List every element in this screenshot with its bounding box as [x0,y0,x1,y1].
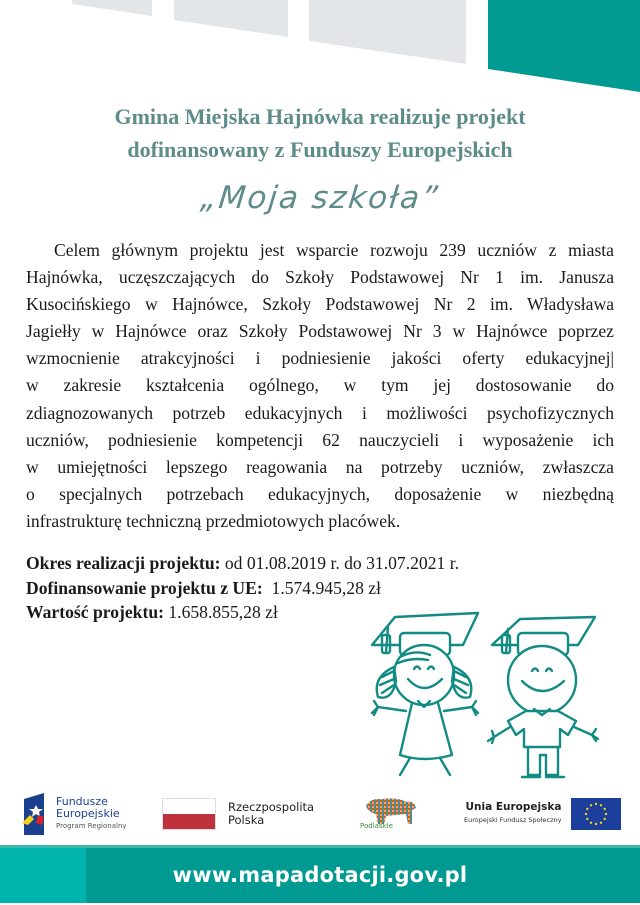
description-line: Kusocińskiego w Hajnówce, Szkoły Podstawowej Nr 2 im. Władysława [26,294,614,315]
project-description [26,237,614,535]
rp-line-1: Rzeczpospolita [228,800,315,814]
period-row [26,551,459,576]
description-line: wzmocnienie atrakcyjności i podniesienie jakości oferty edukacyjnej| [26,348,614,369]
funding-label: Dofinansowanie projektu z UE: [26,577,263,598]
funding-value: 1.574.945,28 zł [262,577,381,598]
fe-line-1: Fundusze [56,795,108,808]
period-value: od 01.08.2019 r. do 31.07.2021 r. [220,553,459,573]
rp-line-2: Polska [228,813,265,827]
rzeczpospolita-polska-logo [162,798,314,830]
girl-figure [372,613,478,775]
fe-line-3: Program Regionalny [56,822,127,830]
fe-star-icon [22,793,48,835]
ue-line-1: Unia Europejska [465,801,562,813]
banner-block-teal [488,0,640,92]
value-value: 1.658.855,28 zł [163,602,278,622]
description-line: Jagiełły w Hajnówce oraz Szkoły Podstawowej Nr 3 w Hajnówce poprzez [26,321,614,342]
title-line-1: Gmina Miejska Hajnówka realizuje projekt [114,104,526,129]
description-line: w umiejętności lepszego reagowania na potrzeby uczniów, zwłaszcza [26,456,614,477]
fundusze-europejskie-logo [22,792,127,836]
description-line: w zakresie kształcenia ogólnego, w tym jej dostosowanie do [26,375,614,396]
description-line: o specjalnych potrzebach edukacyjnych, doposażenie w niezbędną [26,483,614,504]
page-title [0,100,640,166]
funding-row [26,576,459,601]
graduate-children-icon [360,605,610,780]
polish-flag-icon [162,798,216,830]
title-line-2: dofinansowany z Funduszy Europejskich [127,137,513,162]
banner-block-1 [72,0,152,16]
banner-block-2 [174,0,288,37]
period-label: Okres realizacji projektu: [26,553,221,573]
fe-line-2: Europejskie [56,807,120,820]
description-line: Hajnówka, uczęszczających do Szkoły Podstawowej Nr 1 im. Janusza [26,267,614,288]
funding-logos [0,788,640,840]
boy-figure [488,617,598,777]
footer-bar [0,848,640,903]
value-label: Wartość projektu: [26,602,164,622]
description-line: uczniów, podniesienie kompetencji 62 nauczycieli i wyposażenie ich [26,429,614,450]
podlaskie-logo [360,796,418,830]
website-link[interactable]: www.mapadotacji.gov.pl [172,863,468,887]
description-line: infrastrukturę techniczną przedmiotowych placówek. [26,510,401,531]
unia-europejska-logo [464,798,621,830]
eu-flag-icon [571,798,621,830]
project-name: „Moja szkoła” [198,180,442,216]
description-line: zdiagnozowanych potrzeb edukacyjnych i możliwości psychofizycznych [26,402,614,423]
top-banner [0,0,640,100]
ue-line-2: Europejski Fundusz Społeczny [464,816,562,824]
description-line: Celem głównym projektu jest wsparcie rozwoju 239 uczniów z miasta [54,240,614,260]
podlaskie-label: Podlaskie [360,822,393,830]
banner-block-3 [309,0,466,64]
